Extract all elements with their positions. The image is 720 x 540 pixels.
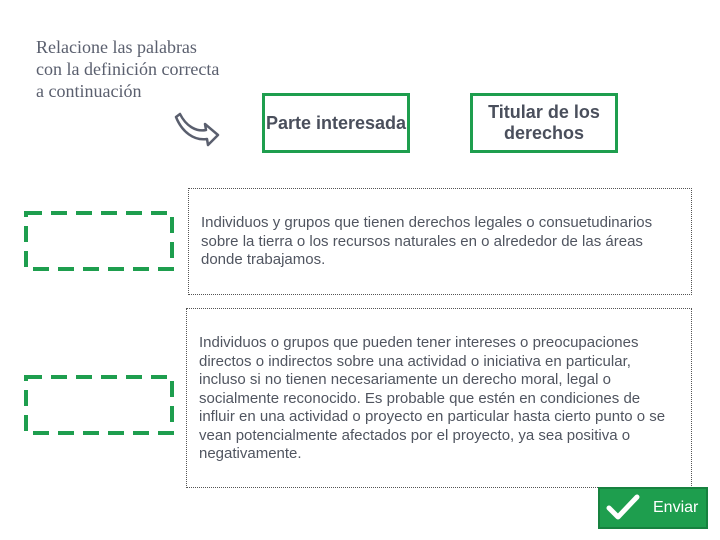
word-card-parte-interesada[interactable]: Parte interesada xyxy=(262,93,410,153)
submit-label: Enviar xyxy=(653,499,699,516)
submit-button[interactable] xyxy=(598,487,708,529)
definition-text-2: Individuos o grupos que pueden tener intereses o preocupaciones directos o indirectos sobre una actividad o iniciativa en particular, incluso si no tienen necesariamente un derecho moral, legal o socialmente reconocido. Es probable que estén en condiciones de influir en una actividad o proyecto en particular hasta cierto punto o se vean potencialmente afectados por el proyecto, ya sea positiva o negativamente. xyxy=(199,334,666,462)
checkmark-icon xyxy=(606,493,640,523)
definition-text-1: Individuos y grupos que tienen derechos legales o consuetudinarios sobre la tierra o los recursos naturales en o alrededor de las áreas donde trabajamos. xyxy=(201,214,653,268)
instruction-text: Relacione las palabras con la definición correcta a continuación xyxy=(36,37,220,101)
drop-zone-2[interactable] xyxy=(24,375,174,435)
word-card-titular-derechos[interactable]: Titular de los derechos xyxy=(470,93,618,153)
definition-box-2 xyxy=(186,308,692,488)
drop-zone-1[interactable] xyxy=(24,211,174,271)
definition-box-1 xyxy=(188,188,692,295)
curved-arrow-icon xyxy=(172,104,224,148)
